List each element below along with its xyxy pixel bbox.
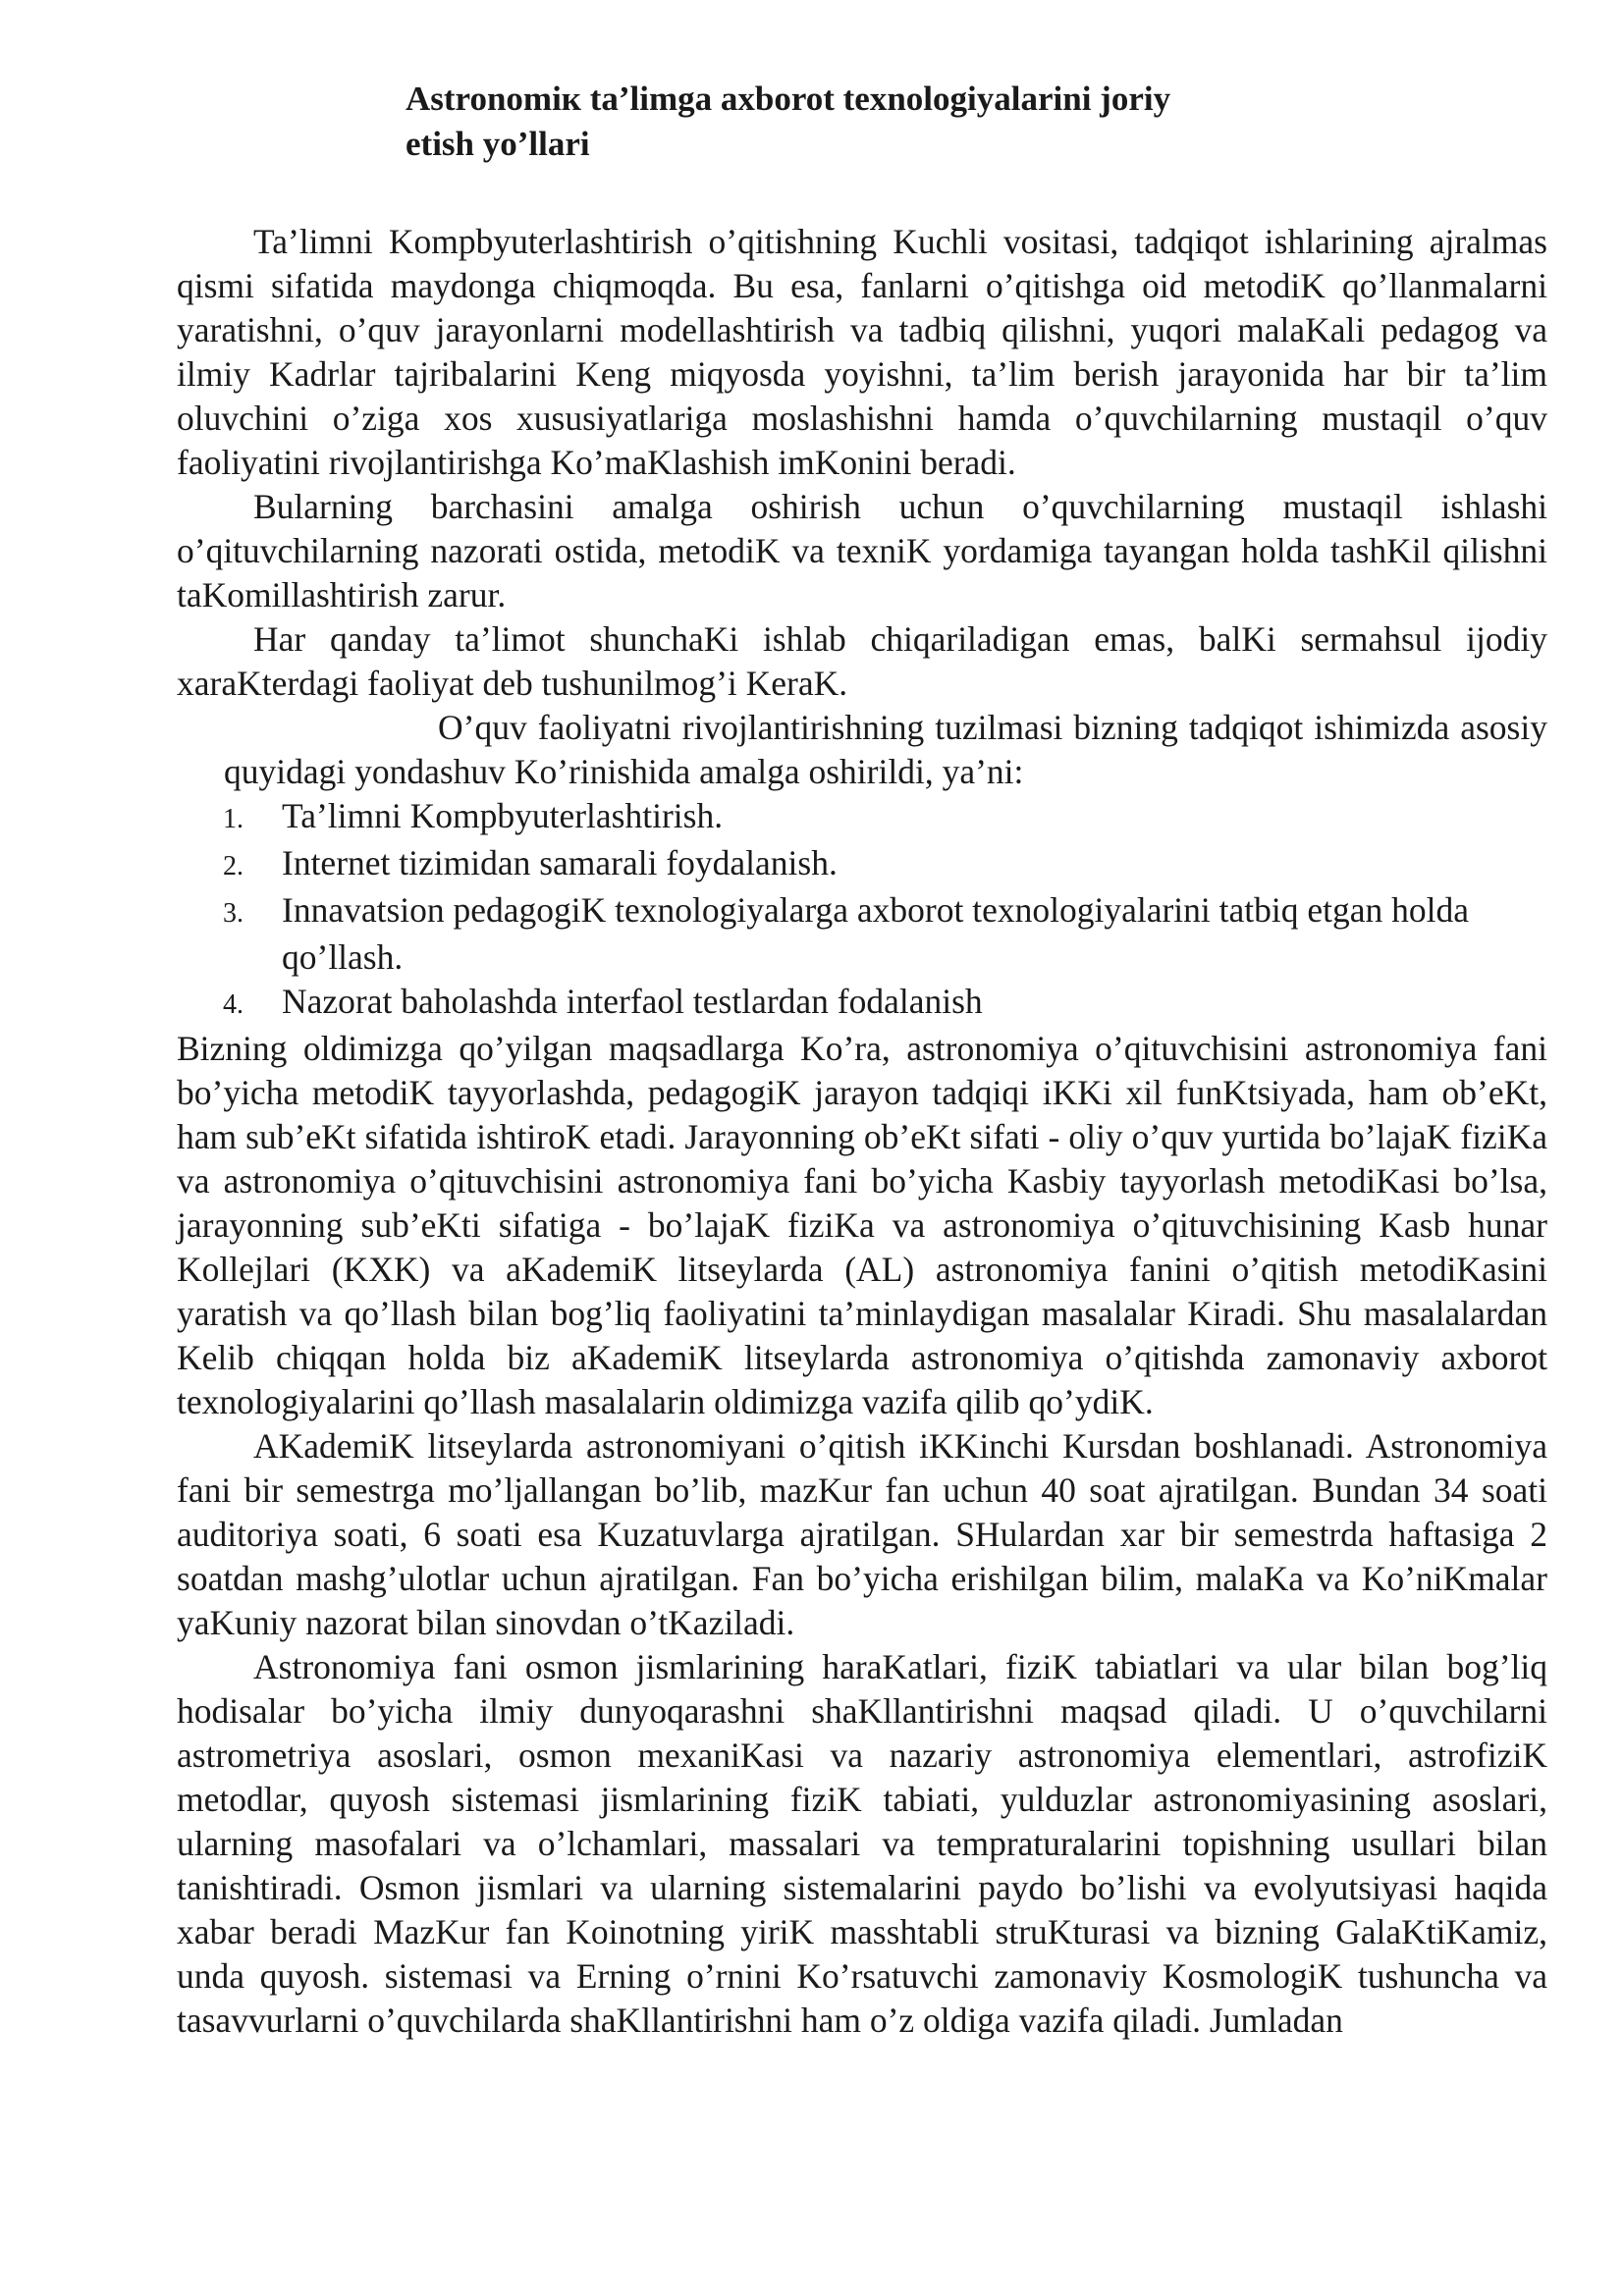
title-line-2: etish yo’llari: [406, 125, 590, 163]
paragraph-2: Bularning barchasini amalga oshirish uchun o’quvchilarning mustaqil ishlashi o’qituvchilarning nazorati ostida, metodiK va texniK yordamiga tayangan holda tashKil qilishni taKomillashtirish zarur.: [177, 487, 1547, 614]
document-body: [177, 220, 1547, 2043]
list-item: [177, 980, 1547, 1027]
list-text: Nazorat baholashda interfaol testlardan fodalanish: [282, 982, 983, 1021]
document-title: [406, 77, 1289, 167]
list-number: 3.: [223, 898, 244, 929]
list-intro: O’quv faoliyatni rivojlantirishning tuzilmasi bizning tadqiqot ishimizda asosiy quyidagi yondashuv Ko’rinishida amalga oshirildi, ya’ni:: [224, 708, 1547, 791]
list-text: Innavatsion pedagogiK texnologiyalarga axborot texnologiyalarini tatbiq etgan holda qo’llash.: [282, 890, 1469, 977]
title-line-1: Astronomiк ta’limga axborot texnologiyalarini joriy: [406, 80, 1171, 118]
list-item: [177, 841, 1547, 888]
list-number: 1.: [223, 804, 244, 834]
paragraph-1: Ta’limni Kompbyuterlashtirish o’qitishning Kuchli vositasi, tadqiqot ishlarining ajralmas qismi sifatida maydonga chiqmoqda. Bu esa, fanlarni o’qitishga oid metodiK qo’llanmalarni yaratishni, o’quv jarayonlarni modellashtirish va tadbiq qilishni, yuqori malaKali pedagog va ilmiy Kadrlar tajribalarini Keng miqyosda yoyishni, ta’lim berish jarayonida har bir ta’lim oluvchini o’ziga xos xususiyatlariga moslashishni hamda o’quvchilarning mustaqil o’quv faoliyatini rivojlantirishga Ko’maKlashish imKonini beradi.: [177, 222, 1547, 482]
paragraph-3: Har qanday ta’limot shunchaKi ishlab chiqariladigan emas, balKi sermahsul ijodiy xaraKterdagi faoliyat deb tushunilmog’i KeraK.: [177, 619, 1547, 703]
paragraph-5: AKademiK litseylarda astronomiyani o’qitish iKKinchi Kursdan boshlanadi. Astronomiya fani bir semestrga mo’ljallangan bo’lib, mazKur fan uchun 40 soat ajratilgan. Bundan 34 soati auditoriya soati, 6 soati esa Kuzatuvlarga ajratilgan. SHulardan xar bir semestrda haftasiga 2 soatdan mashg’ulotlar uchun ajratilgan. Fan bo’yicha erishilgan bilim, malaKa va Ko’niKmalar yaKuniy nazorat bilan sinovdan o’tKaziladi.: [177, 1426, 1547, 1642]
list-text: Ta’limni Kompbyuterlashtirish.: [282, 796, 724, 835]
list-number: 2.: [223, 851, 244, 881]
list-number: 4.: [223, 989, 244, 1020]
list-item: [177, 794, 1547, 841]
numbered-list: [177, 794, 1547, 1027]
list-item: [177, 888, 1547, 980]
paragraph-after-list: Bizning oldimizga qo’yilgan maqsadlarga Ko’ra, astronomiya o’qituvchisini astronomiya fani bo’yicha metodiK tayyorlashda, pedagogiK jarayon tadqiqi iKKi xil funKtsiyada, ham ob’eKt, ham sub’eKt sifatida ishtiroK etadi. Jarayonning ob’eKt sifati - oliy o’quv yurtida bo’lajaK fiziKa va astronomiya o’qituvchisini astronomiya fani bo’yicha Kasbiy tayyorlash metodiKasi bo’lsa, jarayonning sub’eKti sifatiga - bo’lajaK fiziKa va astronomiya o’qituvchisining Kasb hunar Kollejlari (KXK) va aKademiK litseylarda (AL) astronomiya fanini o’qitish metodiKasini yaratish va qo’llash bilan bog’liq faoliyatini ta’minlaydigan masalalar Kiradi. Shu masalalardan Kelib chiqqan holda biz aKademiK litseylarda astronomiya o’qitishda zamonaviy axborot texnologiyalarini qo’llash masalalarin oldimizga vazifa qilib qo’ydiK.: [177, 1029, 1547, 1421]
paragraph-6: Astronomiya fani osmon jismlarining haraKatlari, fiziK tabiatlari va ular bilan bog’liq hodisalar bo’yicha ilmiy dunyoqarashni shaKllantirishni maqsad qiladi. U o’quvchilarni astrometriya asoslari, osmon mexaniKasi va nazariy astronomiya elementlari, astrofiziK metodlar, quyosh sistemasi jismlarining fiziK tabiati, yulduzlar astronomiyasining asoslari, ularning masofalari va o’lchamlari, massalari va tempraturalarini topishning usullari bilan tanishtiradi. Osmon jismlari va ularning sistemalarini paydo bo’lishi va evolyutsiyasi haqida xabar beradi MazKur fan Koinotning yiriK masshtabli struKturasi va bizning GalaKtiKamiz, unda quyosh. sistemasi va Erning o’rnini Ko’rsatuvchi zamonaviy KosmologiK tushuncha va tasavvurlarni o’quvchilarda shaKllantirishni ham o’z oldiga vazifa qiladi. Jumladan: [177, 1647, 1547, 2040]
list-text: Internet tizimidan samarali foydalanish.: [282, 843, 838, 882]
